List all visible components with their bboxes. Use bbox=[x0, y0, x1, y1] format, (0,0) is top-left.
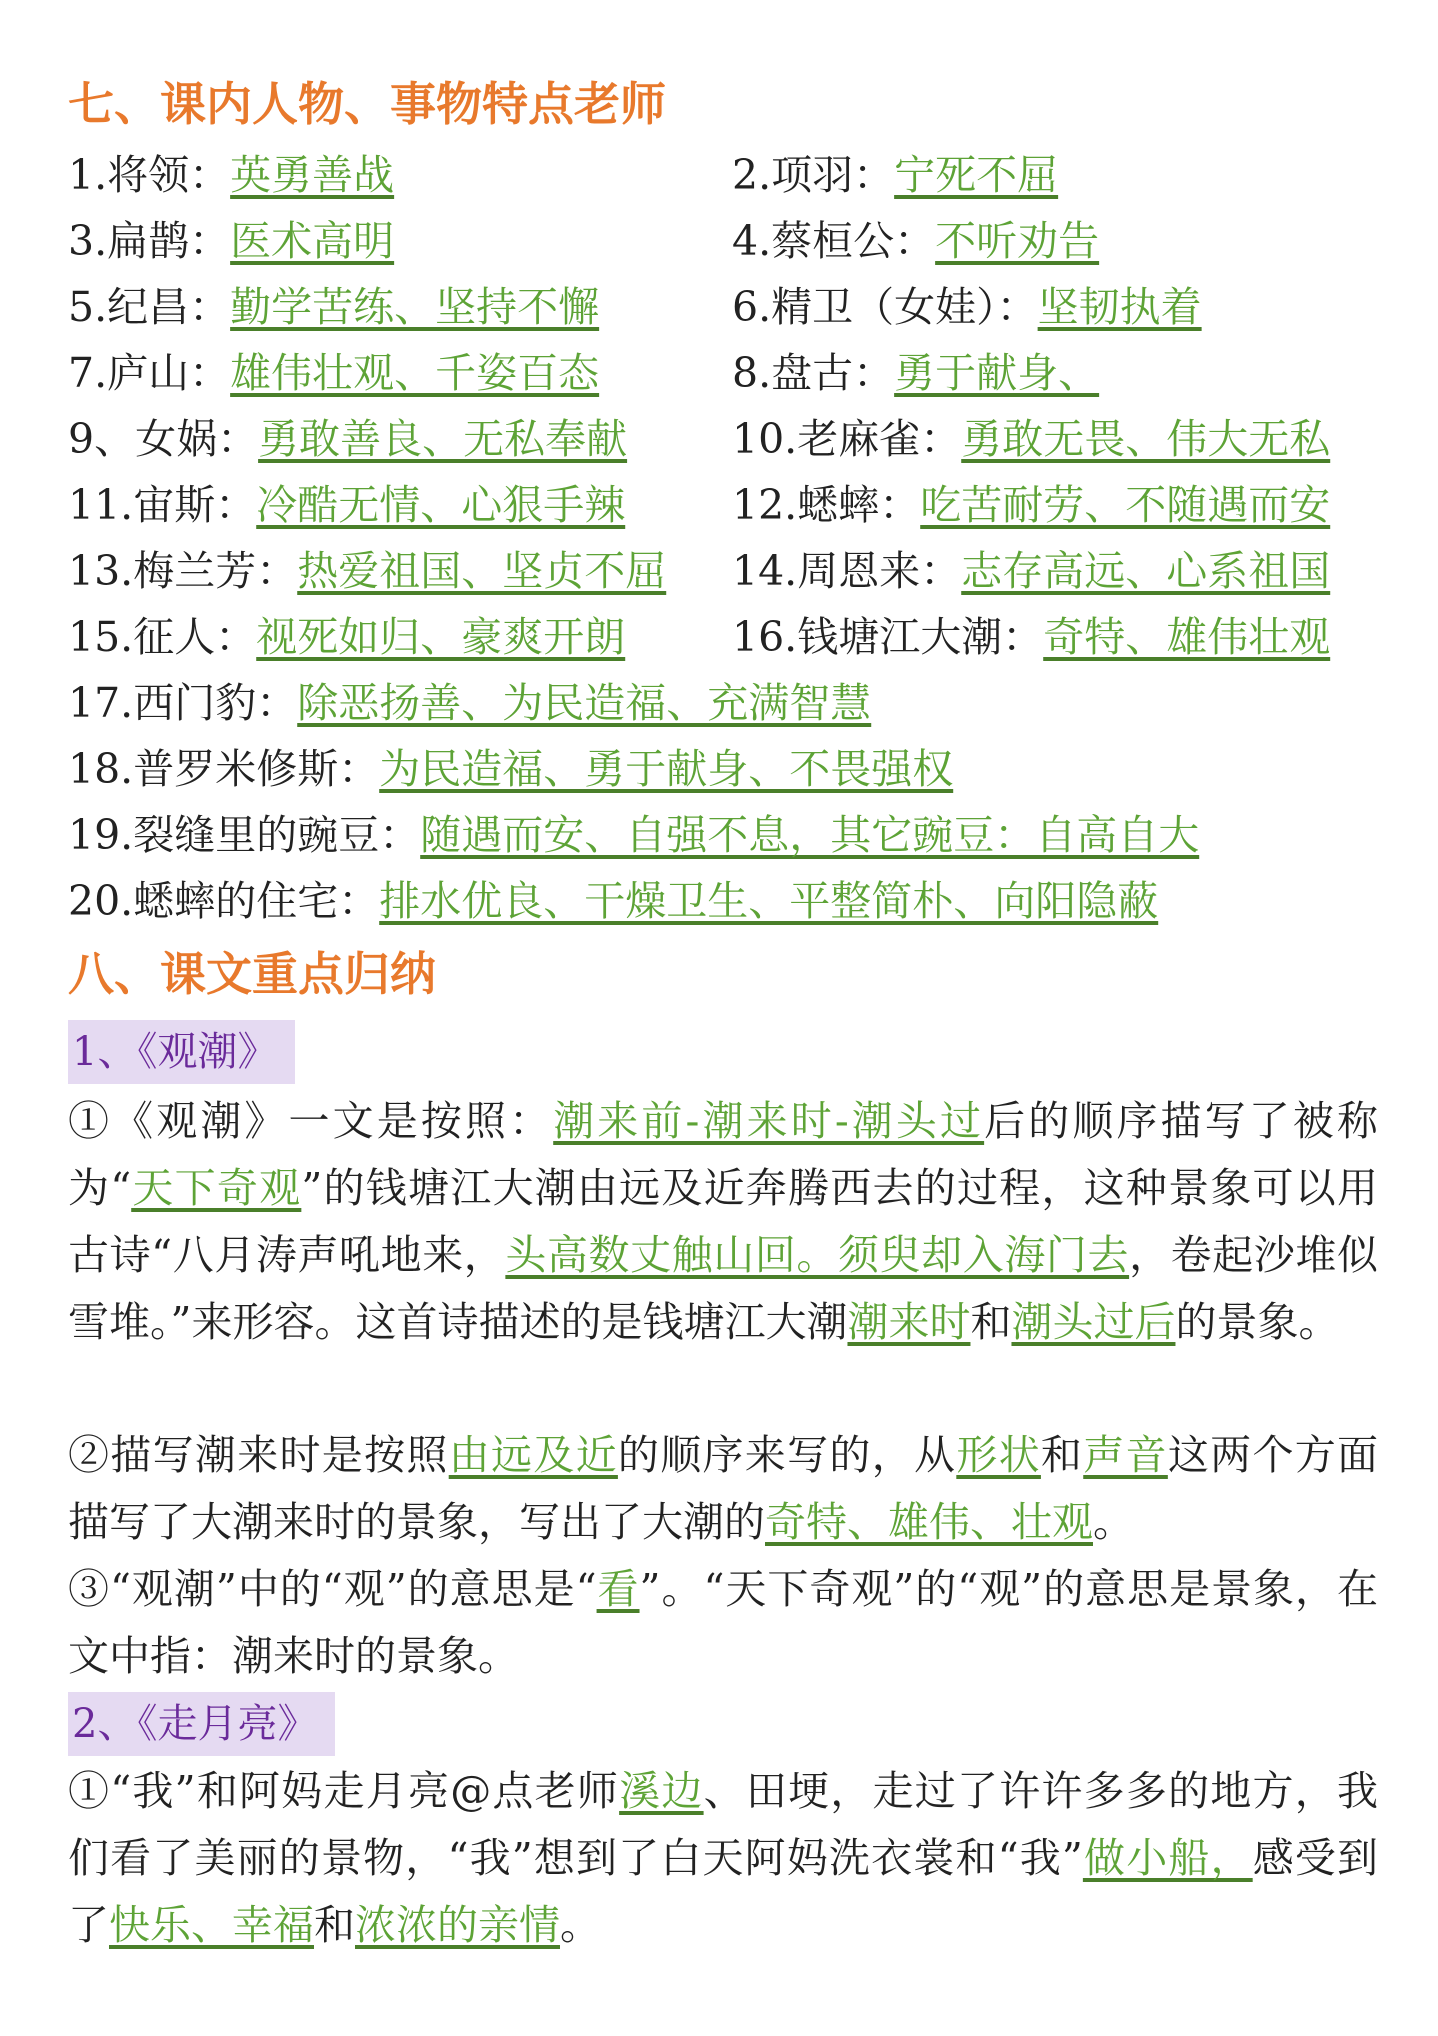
trait-item bbox=[732, 541, 1330, 601]
lesson1-paragraph-1 bbox=[68, 1088, 1378, 1356]
paragraph-text: 这两个方面描写了大潮来时的景象，写出了大潮的 bbox=[68, 1431, 1379, 1546]
trait-label: 14.周恩来： bbox=[732, 547, 962, 595]
highlighted-answer: 天下奇观 bbox=[131, 1164, 302, 1212]
trait-label: 9、女娲： bbox=[68, 415, 259, 463]
trait-answer: 不听劝告 bbox=[935, 217, 1100, 265]
trait-item bbox=[68, 739, 953, 799]
paragraph-text: 后的顺序描写了被称为“ bbox=[68, 1097, 1378, 1212]
highlighted-answer: 看 bbox=[596, 1565, 640, 1613]
trait-item bbox=[68, 607, 625, 667]
trait-label: 6.精卫（女娃）： bbox=[732, 283, 1038, 331]
trait-label: 17.西门豹： bbox=[68, 679, 298, 727]
trait-label: 1.将领： bbox=[68, 151, 231, 199]
trait-label: 4.蔡桓公： bbox=[732, 217, 936, 265]
trait-answer: 随遇而安、自强不息，其它豌豆：自高自大 bbox=[420, 811, 1200, 859]
trait-answer: 医术高明 bbox=[230, 217, 395, 265]
trait-item bbox=[732, 343, 1099, 403]
paragraph-text: 和 bbox=[314, 1901, 355, 1949]
trait-answer: 勇于献身、 bbox=[894, 349, 1100, 397]
trait-answer: 勤学苦练、坚持不懈 bbox=[230, 283, 600, 331]
trait-label: 20.蟋蟀的住宅： bbox=[68, 877, 380, 925]
trait-item bbox=[68, 805, 1199, 865]
trait-answer: 吃苦耐劳、不随遇而安 bbox=[920, 481, 1331, 529]
paragraph-text: ”。“天下奇观”的“观”的意思是景象，在文中指：潮来时的景象。 bbox=[68, 1565, 1378, 1680]
trait-answer: 勇敢无畏、伟大无私 bbox=[961, 415, 1331, 463]
trait-item bbox=[732, 145, 1058, 205]
highlighted-answer: 潮来时 bbox=[847, 1298, 971, 1346]
trait-label: 5.纪昌： bbox=[68, 283, 231, 331]
trait-label: 15.征人： bbox=[68, 613, 257, 661]
paragraph-text: 的顺序来写的，从 bbox=[617, 1431, 957, 1479]
highlighted-answer: 声音 bbox=[1083, 1431, 1168, 1479]
trait-answer: 志存高远、心系祖国 bbox=[961, 547, 1331, 595]
highlighted-answer: 头高数丈触山回。须臾却入海门去 bbox=[505, 1231, 1130, 1279]
trait-answer: 英勇善战 bbox=[230, 151, 395, 199]
trait-item bbox=[68, 343, 599, 403]
trait-item bbox=[68, 211, 394, 271]
trait-answer: 排水优良、干燥卫生、平整简朴、向阳隐蔽 bbox=[379, 877, 1159, 925]
paragraph-text: 和 bbox=[970, 1298, 1012, 1346]
section8-title: 八、课文重点归纳 bbox=[68, 947, 436, 1001]
highlighted-answer: 潮来前-潮来时-潮头过 bbox=[553, 1097, 985, 1145]
trait-item bbox=[732, 211, 1099, 271]
trait-item bbox=[732, 277, 1202, 337]
trait-item bbox=[68, 475, 625, 535]
trait-item bbox=[68, 871, 1158, 931]
paragraph-text: ，卷起沙堆似雪堆。”来形容。这首诗描述的是钱塘江大潮 bbox=[68, 1231, 1379, 1346]
highlighted-answer: 奇特、雄伟、壮观 bbox=[765, 1498, 1093, 1546]
highlighted-answer: 潮头过后 bbox=[1011, 1298, 1176, 1346]
lesson1-paragraph-2 bbox=[68, 1422, 1378, 1556]
trait-answer: 除恶扬善、为民造福、充满智慧 bbox=[297, 679, 872, 727]
trait-answer: 冷酷无情、心狠手辣 bbox=[256, 481, 626, 529]
paragraph-text: 感受到了 bbox=[68, 1834, 1379, 1949]
trait-label: 16.钱塘江大潮： bbox=[732, 613, 1044, 661]
trait-answer: 为民造福、勇于献身、不畏强权 bbox=[379, 745, 954, 793]
highlighted-answer: 溪边 bbox=[619, 1767, 704, 1815]
trait-label: 12.蟋蟀： bbox=[732, 481, 921, 529]
trait-label: 7.庐山： bbox=[68, 349, 231, 397]
lesson2-heading: 2、《走月亮》 bbox=[68, 1692, 335, 1756]
trait-label: 8.盘古： bbox=[732, 349, 895, 397]
trait-label: 10.老麻雀： bbox=[732, 415, 962, 463]
lesson1-heading: 1、《观潮》 bbox=[68, 1020, 295, 1084]
highlighted-answer: 由远及近 bbox=[448, 1431, 618, 1479]
trait-item bbox=[732, 607, 1330, 667]
paragraph-text: ③“观潮”中的“观”的意思是“ bbox=[68, 1565, 597, 1613]
section7-title: 七、课内人物、事物特点老师 bbox=[68, 77, 666, 131]
paragraph-text: ①“我”和阿妈走月亮@点老师 bbox=[68, 1767, 620, 1815]
paragraph-text: 。 bbox=[560, 1901, 601, 1949]
paragraph-text: 、田埂，走过了许许多多的地方，我们看了美丽的景物，“我”想到了白天阿妈洗衣裳和“我” bbox=[68, 1767, 1379, 1882]
trait-label: 13.梅兰芳： bbox=[68, 547, 298, 595]
paragraph-text: ②描写潮来时是按照 bbox=[68, 1431, 449, 1479]
trait-item bbox=[68, 673, 871, 733]
trait-answer: 热爱祖国、坚贞不屈 bbox=[297, 547, 667, 595]
paragraph-text: 。 bbox=[1093, 1498, 1134, 1546]
trait-item bbox=[732, 409, 1330, 469]
trait-answer: 坚韧执着 bbox=[1037, 283, 1202, 331]
trait-label: 2.项羽： bbox=[732, 151, 895, 199]
trait-item bbox=[732, 475, 1330, 535]
trait-answer: 宁死不屈 bbox=[894, 151, 1059, 199]
trait-item bbox=[68, 145, 394, 205]
trait-label: 19.裂缝里的豌豆： bbox=[68, 811, 421, 859]
trait-label: 3.扁鹊： bbox=[68, 217, 231, 265]
highlighted-answer: 做小船， bbox=[1082, 1834, 1253, 1882]
highlighted-answer: 浓浓的亲情 bbox=[355, 1901, 560, 1949]
highlighted-answer: 形状 bbox=[956, 1431, 1041, 1479]
trait-label: 18.普罗米修斯： bbox=[68, 745, 380, 793]
lesson2-paragraph-1 bbox=[68, 1758, 1378, 1959]
trait-answer: 视死如归、豪爽开朗 bbox=[256, 613, 626, 661]
highlighted-answer: 快乐、幸福 bbox=[109, 1901, 314, 1949]
trait-label: 11.宙斯： bbox=[68, 481, 257, 529]
trait-item bbox=[68, 277, 599, 337]
trait-item bbox=[68, 409, 627, 469]
trait-answer: 奇特、雄伟壮观 bbox=[1043, 613, 1331, 661]
paragraph-text: ”的钱塘江大潮由远及近奔腾西去的过程，这种景象可以用古诗“八月涛声吼地来， bbox=[68, 1164, 1378, 1279]
paragraph-text: 的景象。 bbox=[1175, 1298, 1340, 1346]
trait-item bbox=[68, 541, 666, 601]
trait-answer: 雄伟壮观、千姿百态 bbox=[230, 349, 600, 397]
trait-answer: 勇敢善良、无私奉献 bbox=[258, 415, 628, 463]
image-fade-overlay bbox=[1145, 355, 1345, 403]
paragraph-text: ①《观潮》一文是按照： bbox=[68, 1097, 554, 1145]
paragraph-text: 和 bbox=[1040, 1431, 1084, 1479]
lesson1-paragraph-3 bbox=[68, 1556, 1378, 1690]
